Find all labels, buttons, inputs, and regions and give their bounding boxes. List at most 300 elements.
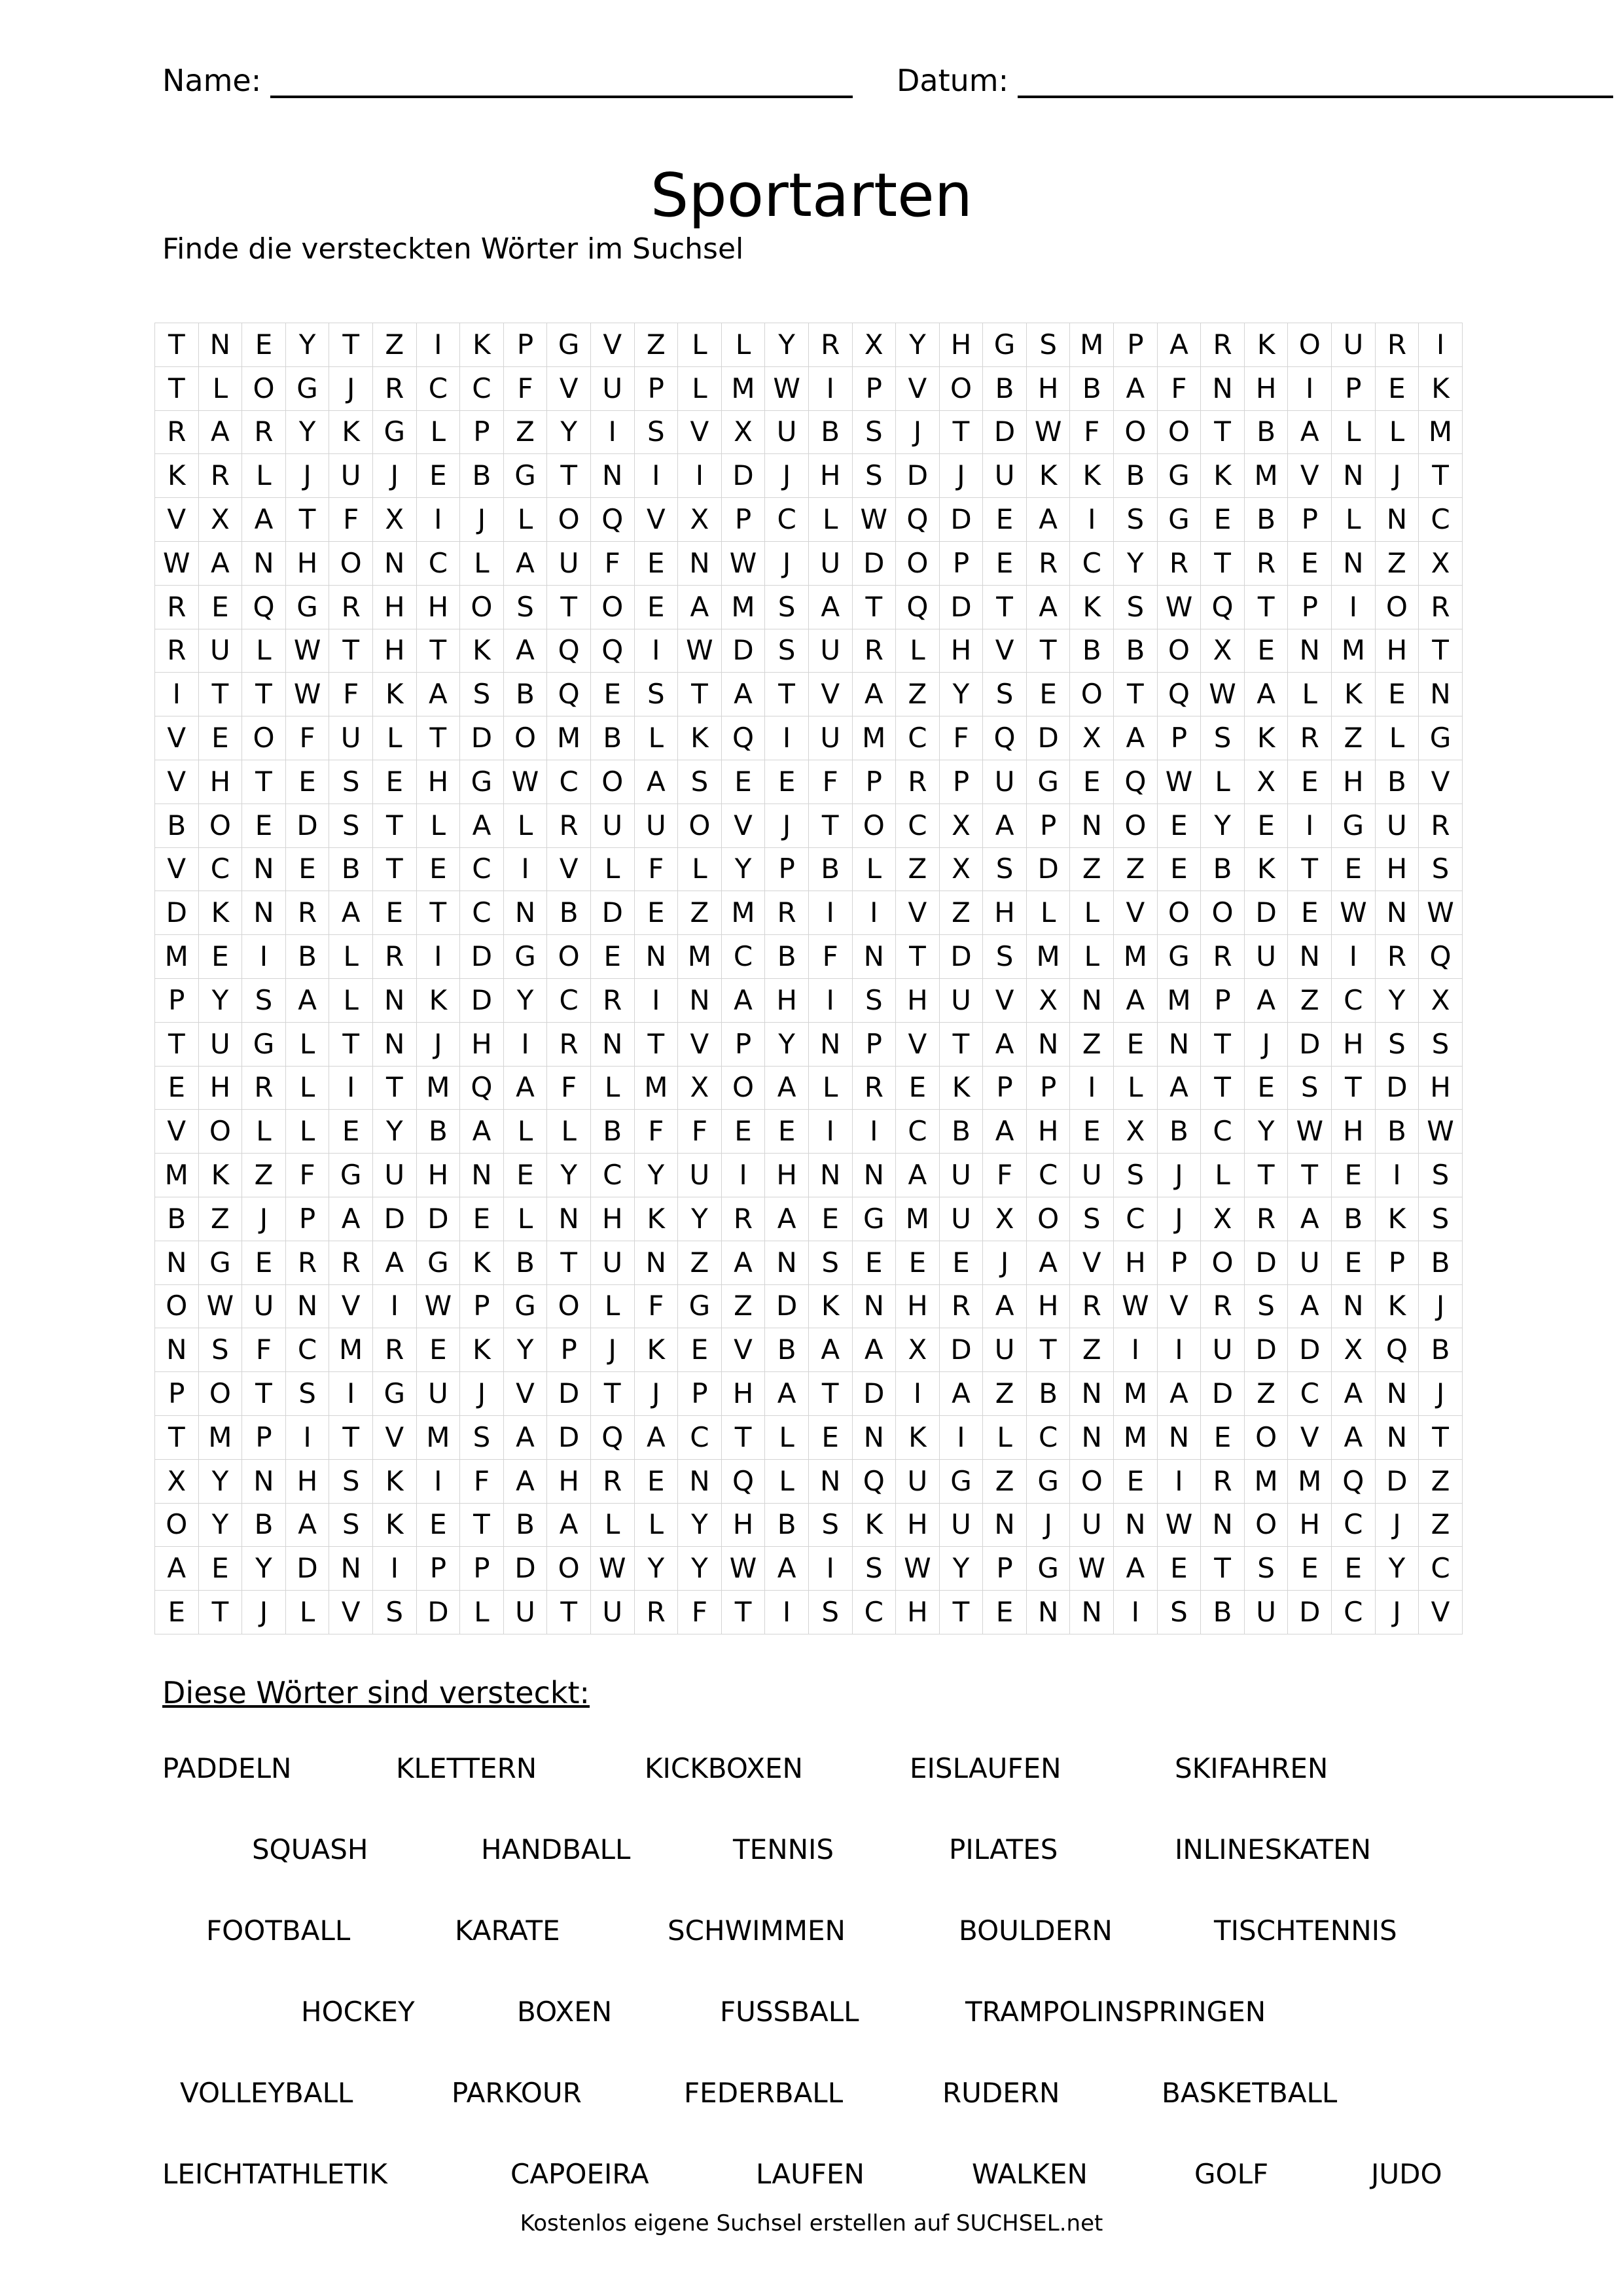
grid-cell[interactable]: J [1419,1372,1463,1416]
grid-cell[interactable]: P [765,847,809,891]
grid-cell[interactable]: W [503,760,547,804]
grid-cell[interactable]: S [1201,716,1245,760]
grid-cell[interactable]: R [1201,323,1245,367]
grid-cell[interactable]: G [1157,454,1201,498]
grid-cell[interactable]: A [1157,323,1201,367]
grid-cell[interactable]: M [1244,454,1288,498]
grid-cell[interactable]: O [939,366,983,410]
grid-cell[interactable]: Y [721,847,765,891]
grid-cell[interactable]: A [1332,1415,1376,1459]
grid-cell[interactable]: D [460,978,504,1022]
grid-cell[interactable]: S [1375,1022,1419,1066]
grid-cell[interactable]: Z [1070,1022,1114,1066]
grid-cell[interactable]: L [590,1284,634,1328]
grid-cell[interactable]: T [547,1591,591,1634]
grid-cell[interactable]: N [242,847,286,891]
grid-cell[interactable]: M [721,585,765,629]
grid-cell[interactable]: O [547,498,591,542]
grid-cell[interactable]: Y [285,410,329,454]
grid-cell[interactable]: P [721,498,765,542]
grid-cell[interactable]: P [634,366,678,410]
grid-cell[interactable]: V [1070,1241,1114,1284]
grid-cell[interactable]: A [155,1547,199,1591]
grid-cell[interactable]: N [460,1154,504,1197]
grid-cell[interactable]: A [1026,1241,1070,1284]
grid-cell[interactable]: Y [678,1547,722,1591]
grid-cell[interactable]: X [155,1459,199,1503]
grid-cell[interactable]: C [1419,498,1463,542]
grid-cell[interactable]: S [983,847,1027,891]
grid-cell[interactable]: S [1419,1022,1463,1066]
grid-cell[interactable]: O [155,1503,199,1547]
grid-cell[interactable]: W [1157,1503,1201,1547]
grid-cell[interactable]: L [285,1066,329,1110]
grid-cell[interactable]: M [1332,629,1376,673]
grid-cell[interactable]: U [808,541,852,585]
grid-cell[interactable]: E [416,1503,460,1547]
grid-cell[interactable]: A [808,1328,852,1372]
grid-cell[interactable]: T [983,585,1027,629]
grid-cell[interactable]: V [1288,1415,1332,1459]
grid-cell[interactable]: I [765,1591,809,1634]
grid-cell[interactable]: P [1201,978,1245,1022]
grid-cell[interactable]: Z [1114,847,1158,891]
grid-cell[interactable]: U [1375,804,1419,847]
grid-cell[interactable]: J [242,1197,286,1241]
grid-cell[interactable]: V [721,804,765,847]
grid-cell[interactable]: A [765,1547,809,1591]
grid-cell[interactable]: P [460,1284,504,1328]
grid-cell[interactable]: H [721,1503,765,1547]
grid-cell[interactable]: E [416,454,460,498]
grid-cell[interactable]: V [547,847,591,891]
grid-cell[interactable]: U [198,629,242,673]
grid-cell[interactable]: S [1114,498,1158,542]
grid-cell[interactable]: W [1157,760,1201,804]
grid-cell[interactable]: B [590,1110,634,1154]
grid-cell[interactable]: M [1114,935,1158,979]
grid-cell[interactable]: F [939,716,983,760]
grid-cell[interactable]: E [1332,1547,1376,1591]
grid-cell[interactable]: L [896,629,940,673]
grid-cell[interactable]: D [460,935,504,979]
grid-cell[interactable]: B [1157,1110,1201,1154]
grid-cell[interactable]: K [1201,454,1245,498]
grid-cell[interactable]: O [590,760,634,804]
grid-cell[interactable]: Z [1375,541,1419,585]
grid-cell[interactable]: N [155,1241,199,1284]
grid-cell[interactable]: F [503,366,547,410]
grid-cell[interactable]: Z [242,1154,286,1197]
grid-cell[interactable]: U [547,541,591,585]
grid-cell[interactable]: G [329,1154,373,1197]
grid-cell[interactable]: T [808,804,852,847]
grid-cell[interactable]: Y [896,323,940,367]
grid-cell[interactable]: M [1419,410,1463,454]
grid-cell[interactable]: L [460,541,504,585]
grid-cell[interactable]: H [1375,629,1419,673]
grid-cell[interactable]: J [1244,1022,1288,1066]
grid-cell[interactable]: S [678,760,722,804]
grid-cell[interactable]: N [678,978,722,1022]
grid-cell[interactable]: P [1157,716,1201,760]
grid-cell[interactable]: K [372,1459,416,1503]
grid-cell[interactable]: O [242,366,286,410]
grid-cell[interactable]: G [1157,498,1201,542]
grid-cell[interactable]: A [983,1284,1027,1328]
grid-cell[interactable]: J [1375,1591,1419,1634]
grid-cell[interactable]: R [1419,804,1463,847]
grid-cell[interactable]: V [983,978,1027,1022]
grid-cell[interactable]: L [590,1503,634,1547]
grid-cell[interactable]: S [1114,1154,1158,1197]
grid-cell[interactable]: Y [634,1547,678,1591]
grid-cell[interactable]: N [678,541,722,585]
grid-cell[interactable]: C [460,891,504,935]
grid-cell[interactable]: O [1201,1241,1245,1284]
grid-cell[interactable]: F [590,541,634,585]
grid-cell[interactable]: Z [983,1459,1027,1503]
grid-cell[interactable]: Q [1201,585,1245,629]
grid-cell[interactable]: Q [590,498,634,542]
grid-cell[interactable]: V [155,1110,199,1154]
grid-cell[interactable]: A [329,891,373,935]
grid-cell[interactable]: W [155,541,199,585]
grid-cell[interactable]: S [808,1241,852,1284]
grid-cell[interactable]: A [852,673,896,716]
grid-cell[interactable]: U [939,1197,983,1241]
grid-cell[interactable]: T [242,1372,286,1416]
grid-cell[interactable]: A [1157,1372,1201,1416]
grid-cell[interactable]: G [285,366,329,410]
grid-cell[interactable]: E [155,1591,199,1634]
grid-cell[interactable]: Y [285,323,329,367]
grid-cell[interactable]: W [198,1284,242,1328]
grid-cell[interactable]: A [1026,498,1070,542]
grid-cell[interactable]: O [678,804,722,847]
grid-cell[interactable]: L [198,366,242,410]
grid-cell[interactable]: B [1026,1372,1070,1416]
grid-cell[interactable]: D [1244,891,1288,935]
grid-cell[interactable]: K [1375,1197,1419,1241]
grid-cell[interactable]: B [503,1241,547,1284]
grid-cell[interactable]: E [198,716,242,760]
grid-cell[interactable]: Z [1070,847,1114,891]
grid-cell[interactable]: L [1070,891,1114,935]
grid-cell[interactable]: D [547,1415,591,1459]
grid-cell[interactable]: P [460,410,504,454]
grid-cell[interactable]: V [1114,891,1158,935]
grid-cell[interactable]: K [372,1503,416,1547]
grid-cell[interactable]: R [198,454,242,498]
grid-cell[interactable]: Y [242,1547,286,1591]
grid-cell[interactable]: K [852,1503,896,1547]
grid-cell[interactable]: O [1026,1197,1070,1241]
grid-cell[interactable]: Z [372,323,416,367]
grid-cell[interactable]: T [590,1372,634,1416]
grid-cell[interactable]: H [1244,366,1288,410]
grid-cell[interactable]: A [503,1459,547,1503]
grid-cell[interactable]: D [372,1197,416,1241]
grid-cell[interactable]: J [460,498,504,542]
grid-cell[interactable]: R [590,978,634,1022]
grid-cell[interactable]: I [1157,1459,1201,1503]
grid-cell[interactable]: S [983,935,1027,979]
grid-cell[interactable]: N [765,1241,809,1284]
grid-cell[interactable]: N [1288,629,1332,673]
grid-cell[interactable]: M [329,1328,373,1372]
grid-cell[interactable]: P [242,1415,286,1459]
grid-cell[interactable]: K [460,1328,504,1372]
grid-cell[interactable]: W [416,1284,460,1328]
grid-cell[interactable]: L [1201,1154,1245,1197]
grid-cell[interactable]: U [329,454,373,498]
grid-cell[interactable]: L [808,1066,852,1110]
grid-cell[interactable]: O [1070,1459,1114,1503]
grid-cell[interactable]: P [155,978,199,1022]
grid-cell[interactable]: V [1288,454,1332,498]
grid-cell[interactable]: Y [1244,1110,1288,1154]
grid-cell[interactable]: Y [547,1154,591,1197]
grid-cell[interactable]: K [1332,673,1376,716]
grid-cell[interactable]: I [416,935,460,979]
grid-cell[interactable]: P [1157,1241,1201,1284]
grid-cell[interactable]: G [852,1197,896,1241]
grid-cell[interactable]: N [634,935,678,979]
grid-cell[interactable]: B [1419,1328,1463,1372]
grid-cell[interactable]: V [808,673,852,716]
grid-cell[interactable]: S [1026,323,1070,367]
grid-cell[interactable]: L [1026,891,1070,935]
grid-cell[interactable]: S [1419,1154,1463,1197]
grid-cell[interactable]: D [721,454,765,498]
grid-cell[interactable]: Z [678,1241,722,1284]
grid-cell[interactable]: P [983,1547,1027,1591]
grid-cell[interactable]: W [1201,673,1245,716]
grid-cell[interactable]: Q [547,673,591,716]
grid-cell[interactable]: D [590,891,634,935]
grid-cell[interactable]: H [1288,1503,1332,1547]
grid-cell[interactable]: X [1419,541,1463,585]
grid-cell[interactable]: E [372,891,416,935]
grid-cell[interactable]: O [1244,1503,1288,1547]
grid-cell[interactable]: E [983,541,1027,585]
grid-cell[interactable]: T [1201,541,1245,585]
grid-cell[interactable]: A [460,804,504,847]
grid-cell[interactable]: D [939,498,983,542]
grid-cell[interactable]: U [678,1154,722,1197]
grid-cell[interactable]: P [939,760,983,804]
grid-cell[interactable]: V [372,1415,416,1459]
grid-cell[interactable]: G [939,1459,983,1503]
grid-cell[interactable]: B [1114,629,1158,673]
grid-cell[interactable]: C [1332,1503,1376,1547]
grid-cell[interactable]: N [678,1459,722,1503]
grid-cell[interactable]: U [808,629,852,673]
grid-cell[interactable]: L [590,1066,634,1110]
grid-cell[interactable]: Y [1375,1547,1419,1591]
grid-cell[interactable]: E [1375,673,1419,716]
grid-cell[interactable]: H [416,760,460,804]
grid-cell[interactable]: D [983,410,1027,454]
grid-cell[interactable]: A [503,1066,547,1110]
grid-cell[interactable]: V [155,760,199,804]
grid-cell[interactable]: E [634,585,678,629]
grid-cell[interactable]: K [460,1241,504,1284]
grid-cell[interactable]: L [1288,673,1332,716]
grid-cell[interactable]: V [1419,760,1463,804]
grid-cell[interactable]: E [1332,847,1376,891]
grid-cell[interactable]: I [329,1066,373,1110]
grid-cell[interactable]: U [198,1022,242,1066]
grid-cell[interactable]: C [1288,1372,1332,1416]
grid-cell[interactable]: I [852,891,896,935]
grid-cell[interactable]: S [634,410,678,454]
grid-cell[interactable]: U [983,1328,1027,1372]
grid-cell[interactable]: O [547,1547,591,1591]
grid-cell[interactable]: J [765,804,809,847]
grid-cell[interactable]: U [939,978,983,1022]
grid-cell[interactable]: E [503,1154,547,1197]
grid-cell[interactable]: U [329,716,373,760]
grid-cell[interactable]: E [983,1591,1027,1634]
grid-cell[interactable]: H [896,1591,940,1634]
grid-cell[interactable]: E [721,1110,765,1154]
grid-cell[interactable]: C [460,366,504,410]
grid-cell[interactable]: Z [198,1197,242,1241]
grid-cell[interactable]: T [372,804,416,847]
grid-cell[interactable]: C [590,1154,634,1197]
grid-cell[interactable]: A [329,1197,373,1241]
grid-cell[interactable]: L [1332,498,1376,542]
grid-cell[interactable]: E [1157,804,1201,847]
grid-cell[interactable]: Z [1332,716,1376,760]
grid-cell[interactable]: O [1244,1415,1288,1459]
grid-cell[interactable]: C [1201,1110,1245,1154]
grid-cell[interactable]: M [155,1154,199,1197]
grid-cell[interactable]: A [1288,1197,1332,1241]
grid-cell[interactable]: P [1332,366,1376,410]
grid-cell[interactable]: E [634,891,678,935]
grid-cell[interactable]: B [1114,454,1158,498]
grid-cell[interactable]: E [634,541,678,585]
grid-cell[interactable]: R [372,366,416,410]
grid-cell[interactable]: J [1157,1197,1201,1241]
grid-cell[interactable]: T [1244,585,1288,629]
grid-cell[interactable]: N [1288,935,1332,979]
grid-cell[interactable]: E [1332,1154,1376,1197]
grid-cell[interactable]: K [1375,1284,1419,1328]
grid-cell[interactable]: S [1244,1284,1288,1328]
grid-cell[interactable]: C [416,541,460,585]
grid-cell[interactable]: E [1201,1415,1245,1459]
grid-cell[interactable]: B [155,804,199,847]
grid-cell[interactable]: N [1070,1415,1114,1459]
grid-cell[interactable]: S [852,410,896,454]
grid-cell[interactable]: W [1157,585,1201,629]
grid-cell[interactable]: C [896,716,940,760]
grid-cell[interactable]: P [1288,498,1332,542]
grid-cell[interactable]: I [1157,1328,1201,1372]
grid-cell[interactable]: B [155,1197,199,1241]
grid-cell[interactable]: V [1157,1284,1201,1328]
grid-cell[interactable]: O [1201,891,1245,935]
grid-cell[interactable]: M [721,891,765,935]
grid-cell[interactable]: N [1332,1284,1376,1328]
grid-cell[interactable]: K [678,716,722,760]
grid-cell[interactable]: A [1244,673,1288,716]
grid-cell[interactable]: H [416,1154,460,1197]
grid-cell[interactable]: E [416,847,460,891]
grid-cell[interactable]: T [416,629,460,673]
grid-cell[interactable]: Y [939,673,983,716]
grid-cell[interactable]: B [1375,1110,1419,1154]
grid-cell[interactable]: S [1157,1591,1201,1634]
grid-cell[interactable]: Y [678,1197,722,1241]
grid-cell[interactable]: T [242,760,286,804]
grid-cell[interactable]: L [285,1591,329,1634]
grid-cell[interactable]: H [1419,1066,1463,1110]
grid-cell[interactable]: O [503,716,547,760]
grid-cell[interactable]: F [634,847,678,891]
grid-cell[interactable]: T [1201,1022,1245,1066]
grid-cell[interactable]: S [198,1328,242,1372]
grid-cell[interactable]: E [1288,891,1332,935]
grid-cell[interactable]: S [765,585,809,629]
grid-cell[interactable]: O [590,585,634,629]
grid-cell[interactable]: F [1157,366,1201,410]
grid-cell[interactable]: I [1114,1591,1158,1634]
grid-cell[interactable]: Z [896,847,940,891]
grid-cell[interactable]: F [983,1154,1027,1197]
grid-cell[interactable]: L [765,1459,809,1503]
grid-cell[interactable]: E [155,1066,199,1110]
grid-cell[interactable]: J [460,1372,504,1416]
grid-cell[interactable]: E [808,1415,852,1459]
grid-cell[interactable]: B [590,716,634,760]
grid-cell[interactable]: L [1375,410,1419,454]
grid-cell[interactable]: A [808,585,852,629]
grid-cell[interactable]: X [1201,1197,1245,1241]
grid-cell[interactable]: D [285,804,329,847]
grid-cell[interactable]: T [198,673,242,716]
grid-cell[interactable]: S [1419,847,1463,891]
grid-cell[interactable]: D [460,716,504,760]
grid-cell[interactable]: S [852,978,896,1022]
grid-cell[interactable]: B [808,410,852,454]
grid-cell[interactable]: X [939,847,983,891]
grid-cell[interactable]: L [242,629,286,673]
grid-cell[interactable]: O [198,1110,242,1154]
grid-cell[interactable]: N [1201,366,1245,410]
grid-cell[interactable]: T [198,1591,242,1634]
grid-cell[interactable]: N [1332,541,1376,585]
grid-cell[interactable]: B [1375,760,1419,804]
grid-cell[interactable]: A [285,978,329,1022]
grid-cell[interactable]: B [503,673,547,716]
grid-cell[interactable]: N [372,1022,416,1066]
grid-cell[interactable]: U [242,1284,286,1328]
grid-cell[interactable]: V [155,847,199,891]
grid-cell[interactable]: K [634,1328,678,1372]
grid-cell[interactable]: X [198,498,242,542]
grid-cell[interactable]: T [155,1415,199,1459]
grid-cell[interactable]: M [1070,323,1114,367]
grid-cell[interactable]: A [765,1197,809,1241]
grid-cell[interactable]: L [678,323,722,367]
grid-cell[interactable]: L [242,454,286,498]
grid-cell[interactable]: K [460,629,504,673]
